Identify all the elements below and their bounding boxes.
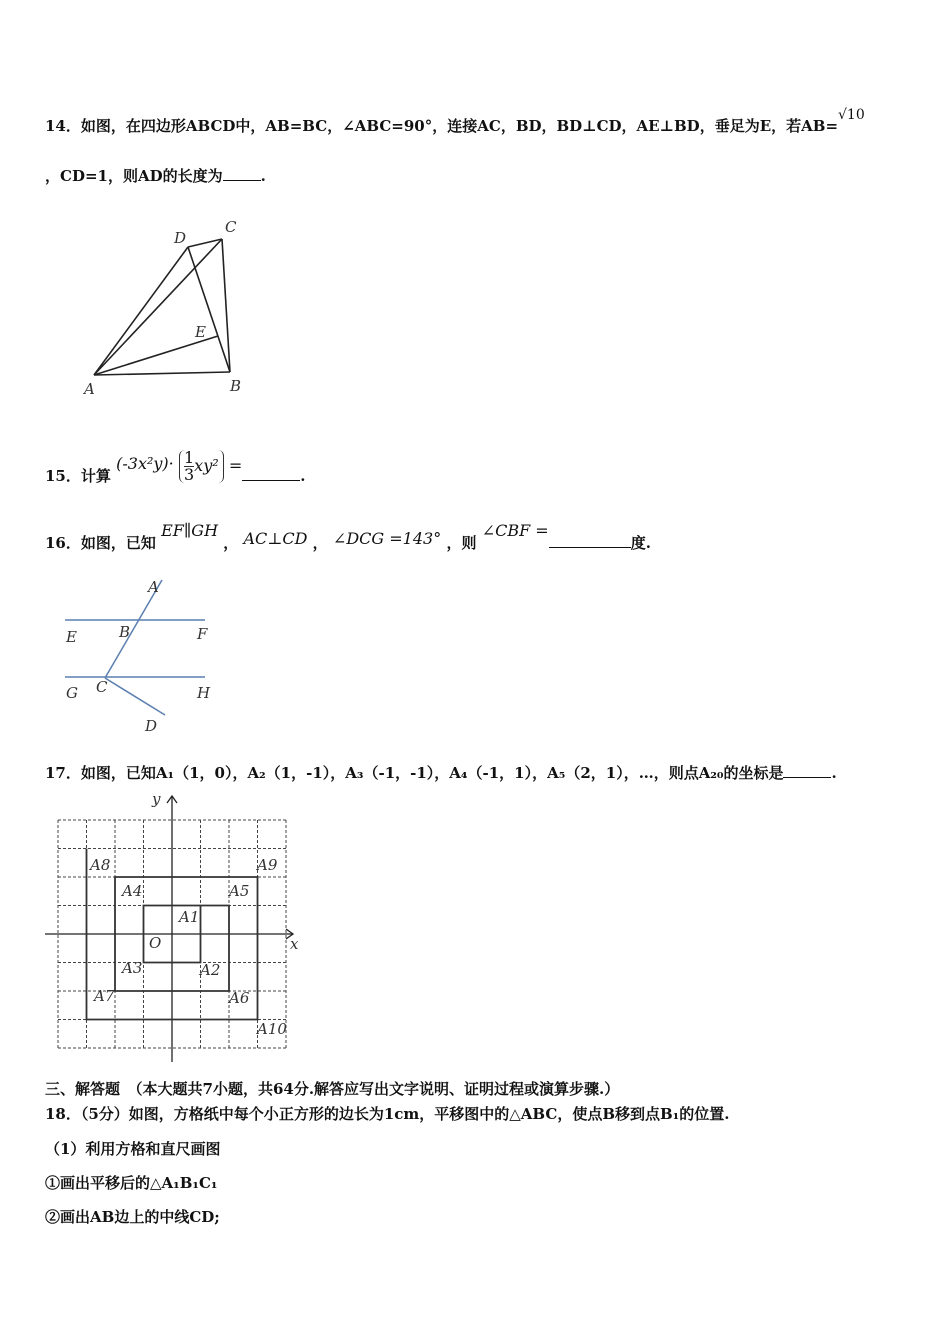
q17-label-a3: A3 xyxy=(122,959,143,977)
q18-line3: ①画出平移后的△A₁B₁C₁ xyxy=(45,1174,218,1192)
q15-paren-group xyxy=(179,450,224,483)
q18-line2: （1）利用方格和直尺画图 xyxy=(45,1140,221,1158)
q15-fraction xyxy=(184,450,194,483)
q16-label-f: F xyxy=(197,625,208,643)
q14-sqrt10: √10 xyxy=(838,107,865,123)
q16-text xyxy=(45,521,651,553)
q17-label-a5: A5 xyxy=(229,882,250,900)
q17-label-a2: A2 xyxy=(200,961,221,979)
q17-label-a6: A6 xyxy=(229,989,250,1007)
q16-answer-blank[interactable] xyxy=(549,533,631,548)
q16-label-d: D xyxy=(145,717,158,735)
q14-label-c: C xyxy=(225,218,237,236)
q17-label-a4: A4 xyxy=(122,882,143,900)
q14-answer-blank[interactable] xyxy=(223,166,261,181)
q17-label-a7: A7 xyxy=(94,987,115,1005)
q16-label-c: C xyxy=(96,678,108,696)
q18-line1: 18．（5分）如图，方格纸中每个小正方形的边长为1cm，平移图中的△ABC，使点B移到点B₁的位置. xyxy=(45,1105,730,1123)
q15-equals: = xyxy=(228,456,243,475)
q17-label-a10: A10 xyxy=(257,1020,287,1038)
q15-expr-a: (-3x²y)· xyxy=(116,454,174,473)
q15-frac-num: 1 xyxy=(183,448,195,467)
q16-label-b: B xyxy=(119,623,131,641)
q16-cond-parallel: EF∥GH xyxy=(161,521,219,540)
q14-label-a: A xyxy=(84,380,95,398)
q16-figure xyxy=(60,578,220,738)
q14-label-b: B xyxy=(230,377,242,395)
q16-sep3: ，则 xyxy=(446,534,477,552)
q14-label-d: D xyxy=(174,229,187,247)
q18-line4: ②画出AB边上的中线CD; xyxy=(45,1208,220,1226)
q15-frac-den: 3 xyxy=(183,465,195,484)
q16-lines xyxy=(65,580,205,715)
q17-label-x: x xyxy=(290,935,299,953)
q16-prefix: 16．如图，已知 xyxy=(45,534,156,552)
q14-stem: 14．如图，在四边形ABCD中，AB=BC，∠ABC=90°，连接AC，BD，BD⊥CD，AE⊥BD，垂足为E，若AB= xyxy=(45,117,839,135)
q17-period: . xyxy=(831,764,837,782)
q15-answer-blank[interactable] xyxy=(242,466,300,481)
q17-label-y: y xyxy=(152,790,161,808)
q15-text xyxy=(45,448,306,493)
q16-cond-perp: AC⊥CD xyxy=(243,529,308,548)
q16-sep2: ， xyxy=(312,534,328,552)
q16-label-g: G xyxy=(66,684,78,702)
q16-cond-angle: ∠DCG =143° xyxy=(332,529,442,548)
q14-label-e: E xyxy=(195,323,206,341)
q17-label-a8: A8 xyxy=(90,856,111,874)
q15-period: . xyxy=(300,467,306,485)
q17-text xyxy=(45,762,837,783)
q16-sep1: ， xyxy=(223,534,239,552)
q17-label-a9: A9 xyxy=(257,856,278,874)
q14-text-line2 xyxy=(45,165,266,186)
q16-unit: 度. xyxy=(630,534,651,552)
q15-prefix: 15．计算 xyxy=(45,467,111,485)
q14-text-line1 xyxy=(45,107,865,136)
q17-answer-blank[interactable] xyxy=(783,763,831,778)
q17-coordinate-grid xyxy=(40,790,310,1065)
q17-axes xyxy=(45,796,293,1062)
q16-label-h: H xyxy=(197,684,211,702)
q14-stem-cont: ，CD=1，则AD的长度为 xyxy=(45,167,223,185)
q16-label-e: E xyxy=(66,628,77,646)
q14-period: . xyxy=(260,167,266,185)
q16-label-a: A xyxy=(148,578,159,596)
q15-expr-b: xy² xyxy=(194,456,219,475)
q16-question-angle: ∠CBF = xyxy=(481,521,549,540)
q17-label-origin: O xyxy=(149,934,162,952)
q14-figure xyxy=(80,215,260,405)
q14-quadrilateral xyxy=(94,239,230,375)
section3-heading: 三、解答题 （本大题共7小题，共64分.解答应写出文字说明、证明过程或演算步骤.） xyxy=(45,1080,620,1098)
q17-label-a1: A1 xyxy=(179,908,200,926)
q17-stem: 17．如图，已知A₁（1，0），A₂（1，-1），A₃（-1，-1），A₄（-1，1），A₅（2，1），…，则点A₂₀的坐标是 xyxy=(45,764,784,782)
